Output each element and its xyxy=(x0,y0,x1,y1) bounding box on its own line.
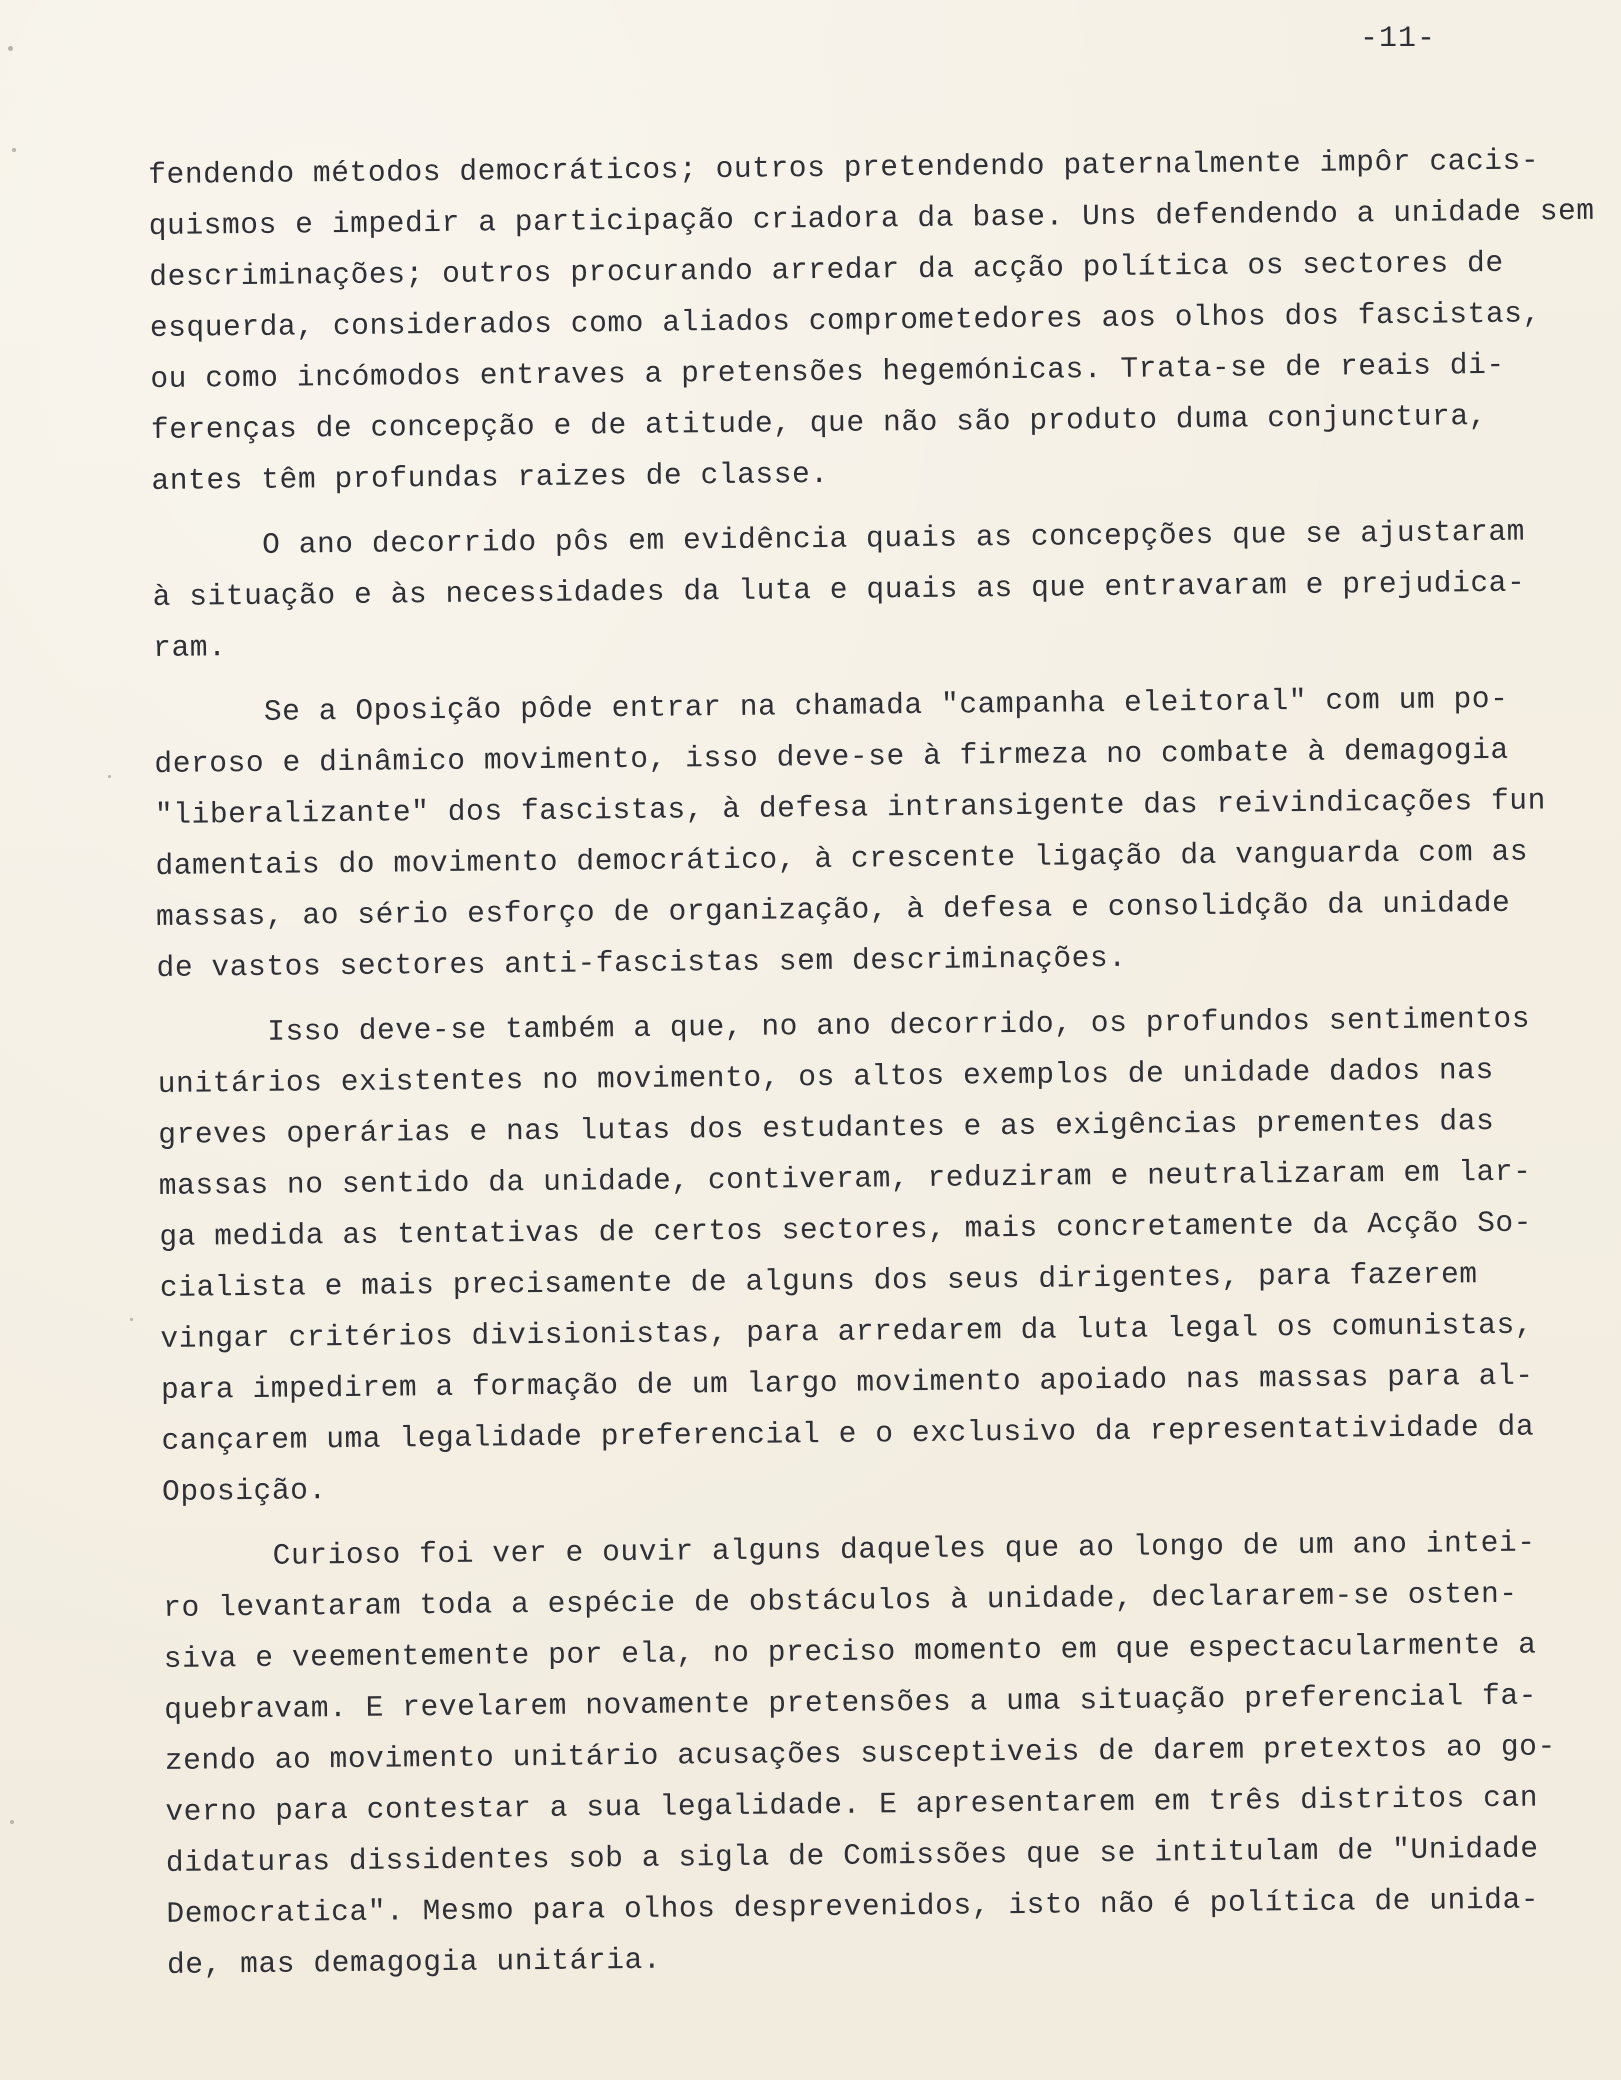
text-line: para impedirem a formação de um largo movimento apoiado nas massas para al- xyxy=(160,1358,1534,1407)
text-line: cialista e mais precisamente de alguns dos seus dirigentes, para fazerem xyxy=(159,1257,1478,1305)
text-line: ou como incómodos entraves a pretensões hegemónicas. Trata-se de reais di- xyxy=(150,347,1505,396)
text-line: quismos e impedir a participação criadora da base. Uns defendendo a unidade sem xyxy=(148,193,1595,243)
paragraph xyxy=(157,993,1582,1518)
text-line: esquerda, considerados como aliados comprometedores aos olhos dos fascistas, xyxy=(149,296,1541,345)
paragraph xyxy=(148,135,1595,507)
text-line: massas no sentido da unidade, contiveram, reduziram e neutralizaram em lar- xyxy=(158,1154,1532,1203)
text-line: de vastos sectores anti-fascistas sem descriminações. xyxy=(156,940,1127,985)
text-line: verno para contestar a sua legalidade. E apresentarem em três distritos can xyxy=(165,1780,1539,1829)
paper-speck xyxy=(8,46,13,51)
text-line: massas, ao sério esforço de organização, à defesa e consolidção da unidade xyxy=(155,885,1511,934)
text-line: Oposição. xyxy=(161,1473,327,1509)
paper-speck xyxy=(108,775,111,778)
text-line: ga medida as tentativas de certos sectores, mais concretamente da Acção So- xyxy=(159,1205,1533,1254)
text-line: vingar critérios divisionistas, para arredarem da luta legal os comunistas, xyxy=(160,1307,1534,1356)
text-line: ram. xyxy=(153,630,227,665)
text-line: O ano decorrido pôs em evidência quais as concepções que se ajustaram xyxy=(261,514,1526,562)
text-line: siva e veementemente por ela, no preciso momento em que espectacularmente a xyxy=(163,1627,1537,1676)
text-line: ferenças de concepção e de atitude, que não são produto duma conjunctura, xyxy=(150,398,1488,447)
text-line: greves operárias e nas lutas dos estudantes e as exigências prementes das xyxy=(158,1103,1495,1152)
text-line: Isso deve-se também a que, no ano decorrido, os profundos sentimentos xyxy=(267,1001,1531,1049)
paper-speck xyxy=(10,1820,14,1824)
text-line: cançarem uma legalidade preferencial e o exclusivo da representatividade da xyxy=(161,1409,1535,1458)
page-number: -11- xyxy=(1360,22,1437,56)
paragraph xyxy=(152,506,1574,674)
paper-speck xyxy=(12,148,16,152)
text-line: damentais do movimento democrático, à crescente ligação da vanguarda com as xyxy=(155,834,1529,883)
text-line: fendendo métodos democráticos; outros pretendendo paternalmente impôr cacis- xyxy=(148,143,1540,192)
paper-speck xyxy=(130,1318,133,1321)
text-line: antes têm profundas raizes de classe. xyxy=(151,456,829,498)
text-line: deroso e dinâmico movimento, isso deve-se à firmeza no combate à demagogia xyxy=(154,732,1509,781)
text-line: ro levantaram toda a espécie de obstáculos à unidade, declararem-se osten- xyxy=(163,1576,1518,1625)
text-line: quebravam. E revelarem novamente pretensões a uma situação preferencial fa- xyxy=(164,1678,1538,1727)
text-line: Se a Oposição pôde entrar na chamada "campanha eleitoral" com um po- xyxy=(263,681,1509,729)
text-line: "liberalizante" dos fascistas, à defesa intransigente das reivindicações fun xyxy=(154,783,1547,832)
text-line: à situação e às necessidades da luta e quais as que entravaram e prejudica- xyxy=(152,565,1526,614)
text-line: unitários existentes no movimento, os altos exemplos de unidade dados nas xyxy=(157,1052,1495,1101)
text-line: zendo ao movimento unitário acusações susceptiveis de darem pretextos ao go- xyxy=(164,1729,1557,1778)
paragraph xyxy=(162,1517,1587,1991)
body-text xyxy=(148,135,1595,1991)
text-line: Curioso foi ver e ouvir alguns daqueles que ao longo de um ano intei- xyxy=(272,1525,1536,1573)
text-line: descriminações; outros procurando arredar da acção política os sectores de xyxy=(149,245,1504,294)
text-line: de, mas demagogia unitária. xyxy=(166,1942,662,1982)
paragraph xyxy=(154,673,1577,994)
text-line: didaturas dissidentes sob a sigla de Comissões que se intitulam de "Unidade xyxy=(165,1831,1539,1880)
text-line: Democratica". Mesmo para olhos desprevenidos, isto não é política de unida- xyxy=(166,1882,1540,1931)
